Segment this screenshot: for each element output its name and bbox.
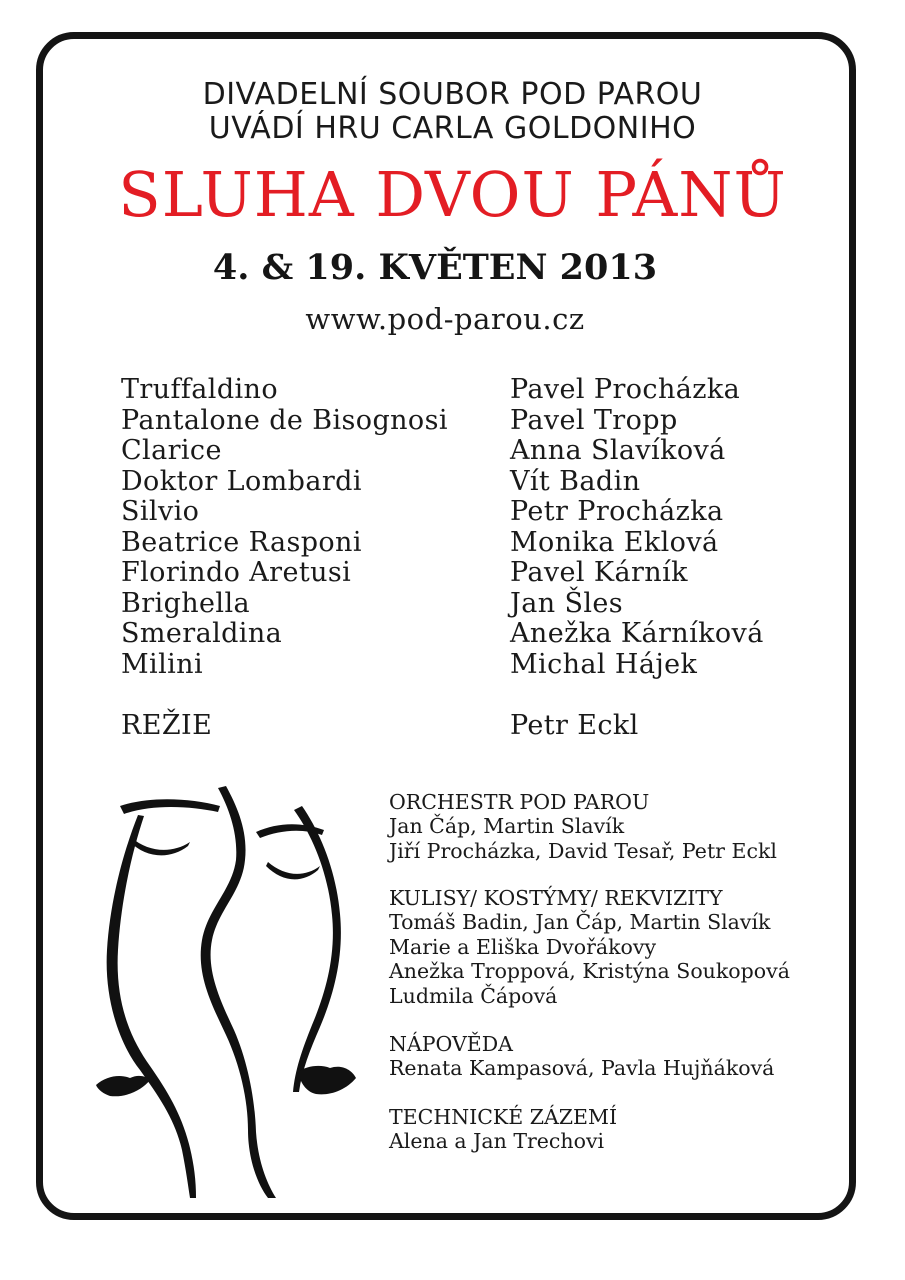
header-line-1: DIVADELNÍ SOUBOR POD PAROU <box>202 77 703 112</box>
left-lips <box>96 1076 150 1096</box>
director-label: REŽIE <box>121 709 213 741</box>
right-closed-eye <box>266 862 320 879</box>
credit-heading: ORCHESTR POD PAROU <box>389 790 650 814</box>
play-title: SLUHA DVOU PÁNŮ <box>118 158 787 231</box>
credit-heading: TECHNICKÉ ZÁZEMÍ <box>389 1105 618 1129</box>
cast-row <box>0 436 905 466</box>
cast-role: Silvio <box>121 496 200 527</box>
cast-actor: Michal Hájek <box>510 648 698 680</box>
cast-actor: Jan Šles <box>510 587 624 619</box>
cast-row <box>0 558 905 588</box>
cast-actor: Vít Badin <box>510 465 641 497</box>
credit-line: Renata Kampasová, Pavla Hujňáková <box>389 1056 775 1081</box>
cast-role: Doktor Lombardi <box>121 465 362 497</box>
cast-actor: Petr Procházka <box>510 496 724 527</box>
credit-block-sets-costumes <box>389 886 790 1008</box>
credit-line: Jan Čáp, Martin Slavík <box>389 814 625 839</box>
cast-actor: Pavel Kárník <box>510 557 688 588</box>
cast-role: Smeraldina <box>121 618 283 649</box>
credit-line: Marie a Eliška Dvořákovy <box>389 934 657 959</box>
credit-line: Ludmila Čápová <box>389 983 558 1008</box>
credit-line: Tomáš Badin, Jan Čáp, Martin Slavík <box>389 910 771 935</box>
shared-profile-curve <box>201 786 276 1198</box>
left-eyebrow <box>120 799 220 814</box>
cast-row <box>0 528 905 558</box>
cast-row <box>0 589 905 619</box>
cast-actor: Anežka Kárníková <box>510 618 764 649</box>
director-name: Petr Eckl <box>510 709 639 741</box>
cast-row <box>0 650 905 680</box>
cast-row <box>0 375 905 405</box>
cast-row <box>0 619 905 649</box>
credit-line: Alena a Jan Trechovi <box>389 1129 605 1154</box>
cast-row <box>0 497 905 527</box>
left-face-outline <box>107 815 196 1198</box>
performance-date: 4. & 19. KVĚTEN 2013 <box>212 247 658 288</box>
cast-role: Milini <box>121 648 203 680</box>
cast-role: Brighella <box>121 587 251 619</box>
cast-role: Beatrice Rasponi <box>121 526 362 558</box>
cast-actor: Monika Eklová <box>510 526 719 558</box>
credit-block-technical <box>389 1105 617 1154</box>
credit-line: Anežka Troppová, Kristýna Soukopová <box>389 959 790 984</box>
director-row <box>0 711 905 741</box>
cast-row <box>0 467 905 497</box>
cast-actor: Pavel Tropp <box>510 404 678 436</box>
two-faces-illustration <box>80 780 370 1200</box>
credit-block-prompter <box>389 1032 774 1081</box>
cast-actor: Pavel Procházka <box>510 374 741 405</box>
credit-line: Jiří Procházka, David Tesař, Petr Eckl <box>389 838 777 863</box>
cast-row <box>0 406 905 436</box>
cast-role: Clarice <box>121 435 222 466</box>
cast-role: Pantalone de Bisognosi <box>121 404 448 436</box>
cast-role: Florindo Aretusi <box>121 557 352 588</box>
credit-heading: KULISY/ KOSTÝMY/ REKVIZITY <box>389 886 723 910</box>
website-link[interactable]: www.pod-parou.cz <box>305 302 585 336</box>
cast-actor: Anna Slavíková <box>510 435 726 466</box>
left-closed-eye <box>130 838 190 855</box>
header-line-2: UVÁDÍ HRU CARLA GOLDONIHO <box>208 111 697 146</box>
credit-heading: NÁPOVĚDA <box>389 1032 513 1056</box>
credit-block-orchestra <box>389 790 777 863</box>
right-lips <box>298 1066 356 1094</box>
cast-role: Truffaldino <box>121 374 278 405</box>
right-face-outline <box>293 806 341 1092</box>
